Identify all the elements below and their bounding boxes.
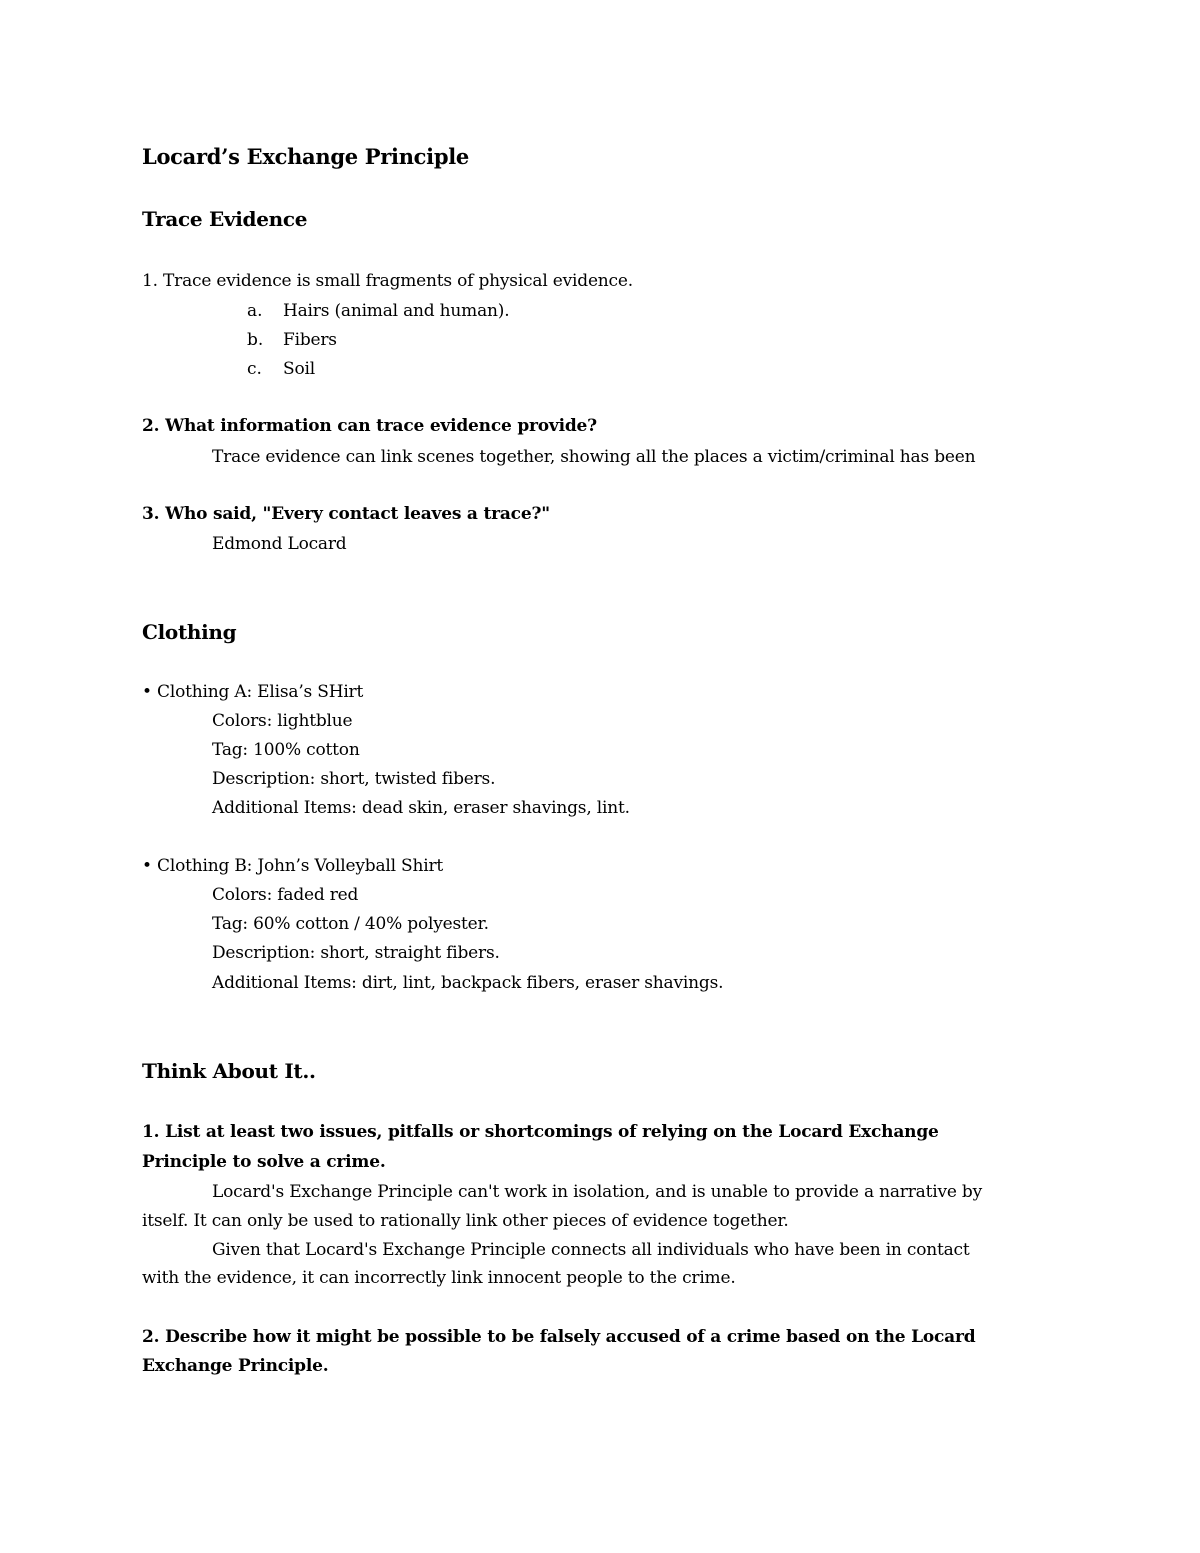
think-answer-1-line-1: Locard's Exchange Principle can't work in isolation, and is unable to provide a narrative by <box>212 1182 983 1202</box>
think-about-it-heading: Think About It.. <box>142 1059 316 1083</box>
clothing-b-description: Description: short, straight fibers. <box>212 943 500 963</box>
think-question-2-line-1: 2. Describe how it might be possible to be falsely accused of a crime based on the Locard <box>142 1327 976 1347</box>
clothing-b-tag: Tag: 60% cotton / 40% polyester. <box>212 914 489 934</box>
list-marker-c: c. <box>247 359 262 379</box>
trace-answer-2: Trace evidence can link scenes together, showing all the places a victim/criminal has been <box>212 447 976 467</box>
list-item-hairs: Hairs (animal and human). <box>283 301 510 321</box>
think-answer-2-line-2: with the evidence, it can incorrectly link innocent people to the crime. <box>142 1268 736 1288</box>
think-question-1-line-2: Principle to solve a crime. <box>142 1152 386 1172</box>
think-question-2-line-2: Exchange Principle. <box>142 1356 329 1376</box>
clothing-a-tag: Tag: 100% cotton <box>212 740 360 760</box>
list-marker-b: b. <box>247 330 264 350</box>
list-item-soil: Soil <box>283 359 315 379</box>
clothing-b-title: • Clothing B: John’s Volleyball Shirt <box>142 856 444 876</box>
trace-question-1: 1. Trace evidence is small fragments of physical evidence. <box>142 271 633 291</box>
trace-answer-3: Edmond Locard <box>212 534 347 554</box>
clothing-b-colors: Colors: faded red <box>212 885 359 905</box>
clothing-a-description: Description: short, twisted fibers. <box>212 769 496 789</box>
clothing-heading: Clothing <box>142 620 237 644</box>
think-answer-2-line-1: Given that Locard's Exchange Principle connects all individuals who have been in contact <box>212 1240 970 1260</box>
clothing-a-additional-items: Additional Items: dead skin, eraser shavings, lint. <box>212 798 630 818</box>
trace-question-2: 2. What information can trace evidence provide? <box>142 416 597 436</box>
clothing-b-additional-items: Additional Items: dirt, lint, backpack fibers, eraser shavings. <box>212 973 724 993</box>
trace-question-3: 3. Who said, "Every contact leaves a trace?" <box>142 504 550 524</box>
clothing-a-colors: Colors: lightblue <box>212 711 353 731</box>
clothing-a-title: • Clothing A: Elisa’s SHirt <box>142 682 364 702</box>
list-marker-a: a. <box>247 301 263 321</box>
document-title: Locard’s Exchange Principle <box>142 144 469 169</box>
list-item-fibers: Fibers <box>283 330 337 350</box>
trace-evidence-heading: Trace Evidence <box>142 207 308 231</box>
think-question-1-line-1: 1. List at least two issues, pitfalls or shortcomings of relying on the Locard Exchange <box>142 1122 939 1142</box>
think-answer-1-line-2: itself. It can only be used to rationally link other pieces of evidence together. <box>142 1211 789 1231</box>
